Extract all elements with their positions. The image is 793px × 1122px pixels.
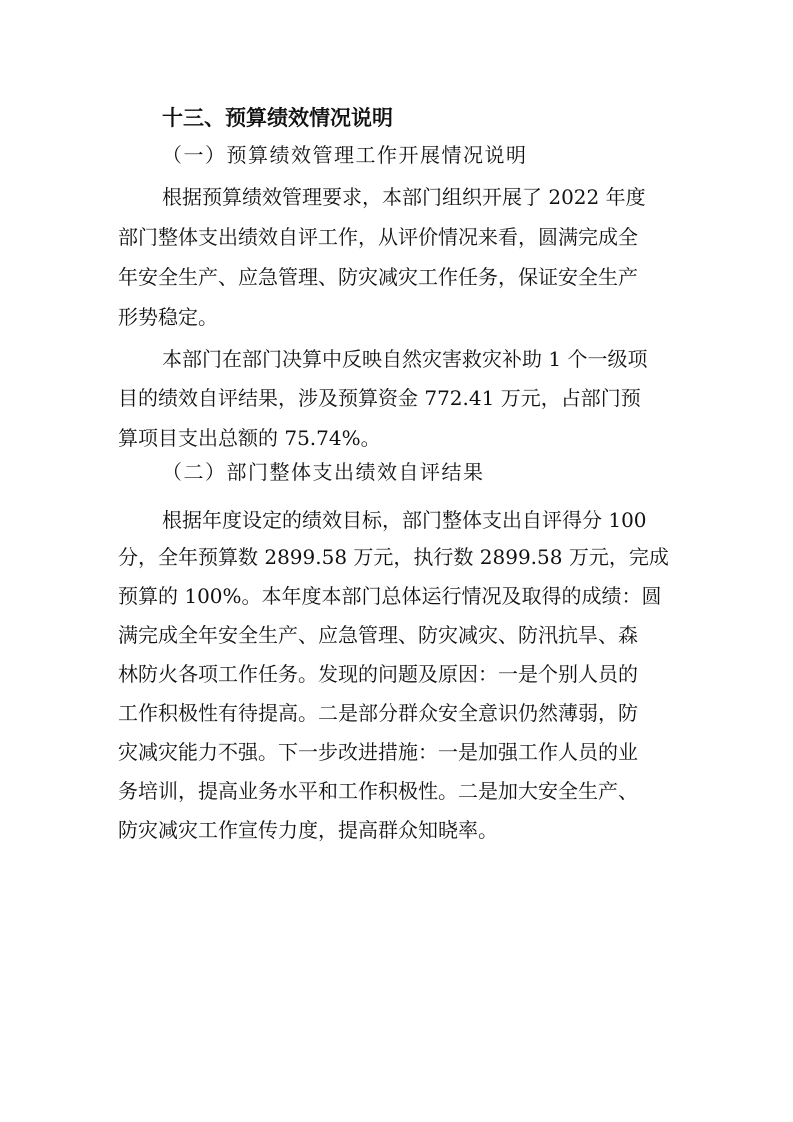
paragraph-line: 满完成全年安全生产、应急管理、防灾减灾、防汛抗旱、森 [118,623,638,647]
subsection-title-2: （二）部门整体支出绩效自评结果 [162,460,485,484]
paragraph-line: 分，全年预算数 2899.58 万元，执行数 2899.58 万元，完成 [118,545,669,569]
paragraph-line: 林防火各项工作任务。发现的问题及原因：一是个别人员的 [118,662,638,686]
paragraph-line: 本部门在部门决算中反映自然灾害救灾补助 1 个一级项 [162,347,648,371]
paragraph-line: 根据年度设定的绩效目标，部门整体支出自评得分 100 [162,508,647,532]
paragraph-line: 工作积极性有待提高。二是部分群众安全意识仍然薄弱，防 [118,701,638,725]
paragraph-line: 务培训，提高业务水平和工作积极性。二是加大安全生产、 [118,779,638,803]
section-heading: 十三、预算绩效情况说明 [162,106,393,130]
paragraph-line: 形势稳定。 [118,305,218,329]
paragraph-line: 目的绩效自评结果，涉及预算资金 772.41 万元，占部门预 [118,386,641,410]
paragraph-line: 算项目支出总额的 75.74%。 [118,426,381,450]
paragraph-line: 根据预算绩效管理要求，本部门组织开展了 2022 年度 [162,185,646,209]
subsection-title-1: （一）预算绩效管理工作开展情况说明 [162,143,528,167]
paragraph-line: 防灾减灾工作宣传力度，提高群众知晓率。 [118,818,498,842]
paragraph-line: 灾减灾能力不强。下一步改进措施：一是加强工作人员的业 [118,740,638,764]
paragraph-line: 年安全生产、应急管理、防灾减灾工作任务，保证安全生产 [118,265,638,289]
paragraph-line: 部门整体支出绩效自评工作，从评价情况来看，圆满完成全 [118,225,638,249]
paragraph-line: 预算的 100%。本年度本部门总体运行情况及取得的成绩：圆 [118,584,662,608]
